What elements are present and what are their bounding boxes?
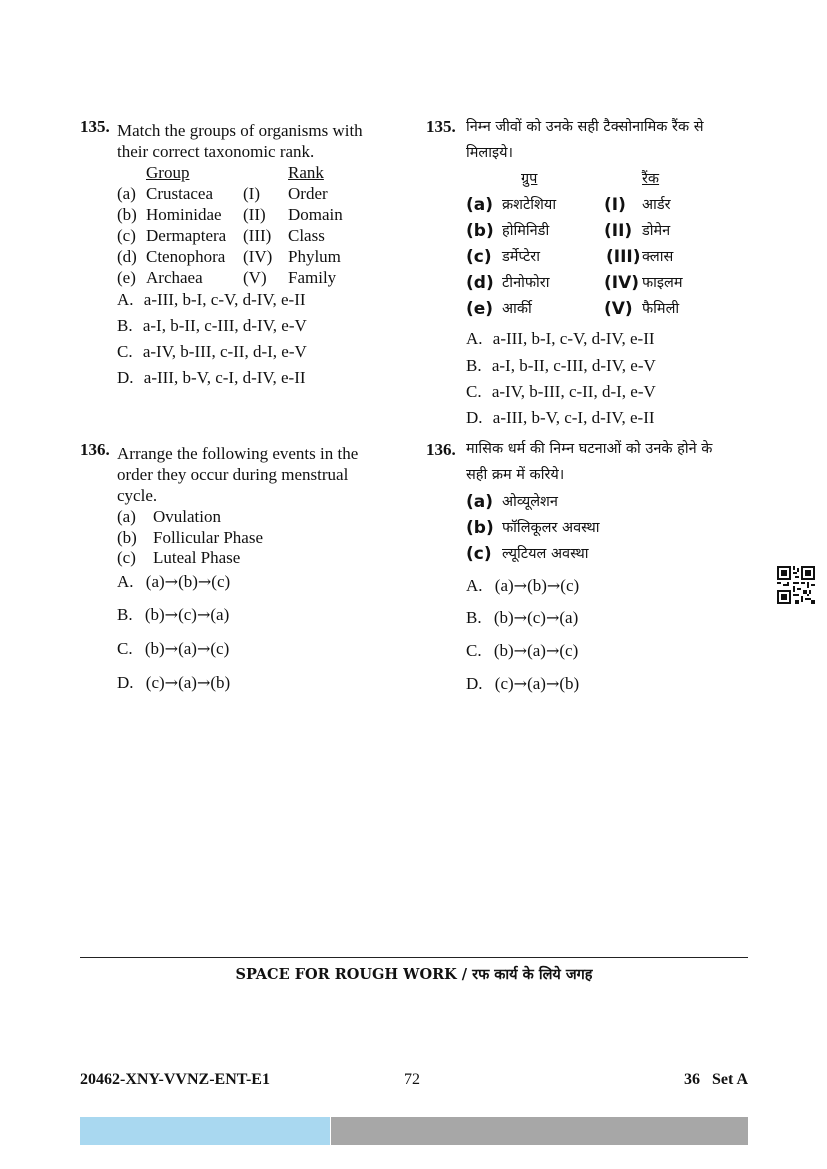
option-b[interactable] [117,605,229,625]
option-a[interactable] [117,572,230,592]
row-rank: Domain [288,205,343,224]
arrow-icon: → [513,608,528,627]
option-a[interactable] [466,329,655,349]
arrow-icon: → [196,673,211,692]
option-text: a-III, b-V, c-I, d-IV, e-II [143,368,306,387]
column-header-rank: Rank [288,163,324,182]
row-numeral: (V) [604,299,633,319]
arrow-icon: → [513,576,528,595]
option-d[interactable] [117,368,306,388]
sequence-step: (a) [494,576,514,595]
option-text: a-I, b-II, c-III, d-IV, e-V [491,356,656,375]
row-rank: फैमिली [642,301,680,317]
footer-bar-grey [331,1117,748,1145]
sequence-step: (a) [527,674,546,693]
row-group: क्रशटेशिया [502,197,557,213]
option-d[interactable] [466,408,655,428]
row-key: (e) [117,268,136,287]
event-key: (c) [117,548,136,567]
sequence-step: (a) [145,572,165,591]
sequence-step: (b) [559,674,580,693]
option-key: B. [117,316,133,335]
event-text: Follicular Phase [153,528,264,547]
row-rank: Class [288,226,325,245]
row-group: Archaea [146,268,203,287]
row-key: (c) [117,226,136,245]
sequence-step: (c) [527,608,546,627]
row-group: Ctenophora [146,247,226,266]
row-numeral: (II) [604,221,633,241]
sequence-step: (c) [211,572,231,591]
question-stem-line: निम्न जीवों को उनके सही टैक्सोनामिक रैंक से [466,119,704,135]
row-numeral: (IV) [604,273,640,293]
row-numeral: (III) [243,226,272,245]
option-key: B. [466,608,482,627]
option-text: a-IV, b-III, c-II, d-I, e-V [491,382,656,401]
sequence-step: (b) [493,608,514,627]
sequence-step: (a) [210,605,230,624]
question-number: 136. [426,440,456,459]
arrow-icon: → [164,673,179,692]
sequence-step: (c) [210,639,230,658]
event-key: (a) [466,492,494,512]
sequence-step: (b) [144,605,165,624]
option-key: A. [466,329,483,348]
column-header-group: Group [146,163,190,182]
option-text: a-III, b-I, c-V, d-IV, e-II [492,329,655,348]
option-b[interactable] [117,316,307,336]
row-group: होमिनिडी [502,223,550,239]
sequence-step: (a) [178,673,197,692]
option-key: D. [117,673,134,692]
arrow-icon: → [545,608,560,627]
option-c[interactable] [466,641,578,661]
question-stem-line: सही क्रम में करिये। [466,467,565,483]
option-b[interactable] [466,356,656,376]
question-stem-line: Arrange the following events in the [117,444,359,463]
option-key: A. [117,290,134,309]
option-key: B. [117,605,133,624]
option-b[interactable] [466,608,578,628]
row-rank: Phylum [288,247,341,266]
event-key: (b) [117,528,137,547]
row-key: (b) [117,205,137,224]
option-c[interactable] [466,382,656,402]
option-key: A. [466,576,483,595]
option-key: C. [117,639,133,658]
row-rank: डोमेन [642,223,671,239]
sequence-step: (b) [493,641,514,660]
row-rank: फाइलम [642,275,683,291]
column-header-rank: रैंक [642,171,660,187]
qr-code-icon [777,566,815,604]
event-text: Luteal Phase [153,548,241,567]
arrow-icon: → [513,641,528,660]
option-key: D. [117,368,134,387]
option-key: D. [466,674,483,693]
row-numeral: (V) [243,268,267,287]
sequence-step: (b) [144,639,165,658]
event-text: ल्यूटियल अवस्था [502,546,589,562]
question-number: 135. [426,117,456,136]
row-numeral: (I) [604,195,626,215]
question-number: 135. [80,117,110,136]
row-key: (d) [117,247,137,266]
row-group: टीनोफोरा [502,275,550,291]
option-text: a-I, b-II, c-III, d-IV, e-V [142,316,307,335]
row-key: (a) [466,195,494,215]
question-stem-line: cycle. [117,486,158,505]
row-key: (b) [466,221,494,241]
arrow-icon: → [545,674,560,693]
arrow-icon: → [164,572,179,591]
row-rank: क्लास [642,249,674,265]
row-key: (c) [466,247,492,267]
sequence-step: (c) [145,673,165,692]
option-key: C. [466,382,482,401]
question-number: 136. [80,440,110,459]
paper-code: 20462-XNY-VVNZ-ENT-E1 [80,1071,270,1088]
event-text: फॉलिकूलर अवस्था [502,520,600,536]
footer-bar-blue [80,1117,330,1145]
sequence-step: (a) [178,639,197,658]
row-key: (a) [117,184,136,203]
row-numeral: (III) [606,247,641,267]
option-c[interactable] [117,342,307,362]
sequence-step: (c) [560,576,580,595]
event-text: ओव्यूलेशन [502,494,558,510]
option-d[interactable] [117,673,230,693]
option-d[interactable] [466,674,579,694]
sequence-step: (c) [178,605,197,624]
row-numeral: (I) [243,184,260,203]
row-group: Dermaptera [146,226,227,245]
sequence-step: (b) [527,576,547,595]
event-text: Ovulation [153,507,221,526]
option-key: D. [466,408,483,427]
divider [80,957,748,958]
sequence-step: (a) [559,608,579,627]
page-number: 72 [404,1071,420,1088]
row-numeral: (II) [243,205,266,224]
row-rank: Family [288,268,337,287]
row-numeral: (IV) [243,247,273,266]
set-label: 36 Set A [684,1071,748,1088]
event-key: (c) [466,544,492,564]
question-stem-line: Match the groups of organisms with [117,121,363,140]
question-stem-line: मासिक धर्म की निम्न घटनाओं को उनके होने के [466,441,713,457]
arrow-icon: → [197,572,212,591]
option-a[interactable] [117,290,306,310]
question-stem-line: मिलाइये। [466,145,514,161]
question-stem-line: order they occur during menstrual [117,465,349,484]
option-key: B. [466,356,482,375]
arrow-icon: → [545,641,560,660]
arrow-icon: → [196,605,211,624]
row-rank: आर्डर [642,197,671,213]
arrow-icon: → [196,639,211,658]
sequence-step: (b) [178,572,198,591]
option-text: a-IV, b-III, c-II, d-I, e-V [142,342,307,361]
arrow-icon: → [513,674,528,693]
question-stem-line: their correct taxonomic rank. [117,142,315,161]
option-c[interactable] [117,639,229,659]
row-rank: Order [288,184,328,203]
row-group: Hominidae [146,205,222,224]
sequence-step: (a) [527,641,546,660]
row-group: Crustacea [146,184,214,203]
row-group: डर्मेप्टेरा [502,249,540,265]
sequence-step: (c) [494,674,514,693]
option-key: A. [117,572,134,591]
sequence-step: (c) [559,641,579,660]
option-text: a-III, b-I, c-V, d-IV, e-II [143,290,306,309]
column-header-group: ग्रुप [521,171,538,187]
row-key: (d) [466,273,494,293]
option-text: a-III, b-V, c-I, d-IV, e-II [492,408,655,427]
sequence-step: (b) [210,673,231,692]
arrow-icon: → [546,576,561,595]
option-key: C. [466,641,482,660]
option-key: C. [117,342,133,361]
row-group: आर्की [502,301,532,317]
event-key: (b) [466,518,494,538]
arrow-icon: → [164,605,179,624]
row-key: (e) [466,299,494,319]
option-a[interactable] [466,576,579,596]
rough-work-label: SPACE FOR ROUGH WORK / रफ कार्य के लिये जगह [235,966,593,983]
arrow-icon: → [164,639,179,658]
event-key: (a) [117,507,136,526]
